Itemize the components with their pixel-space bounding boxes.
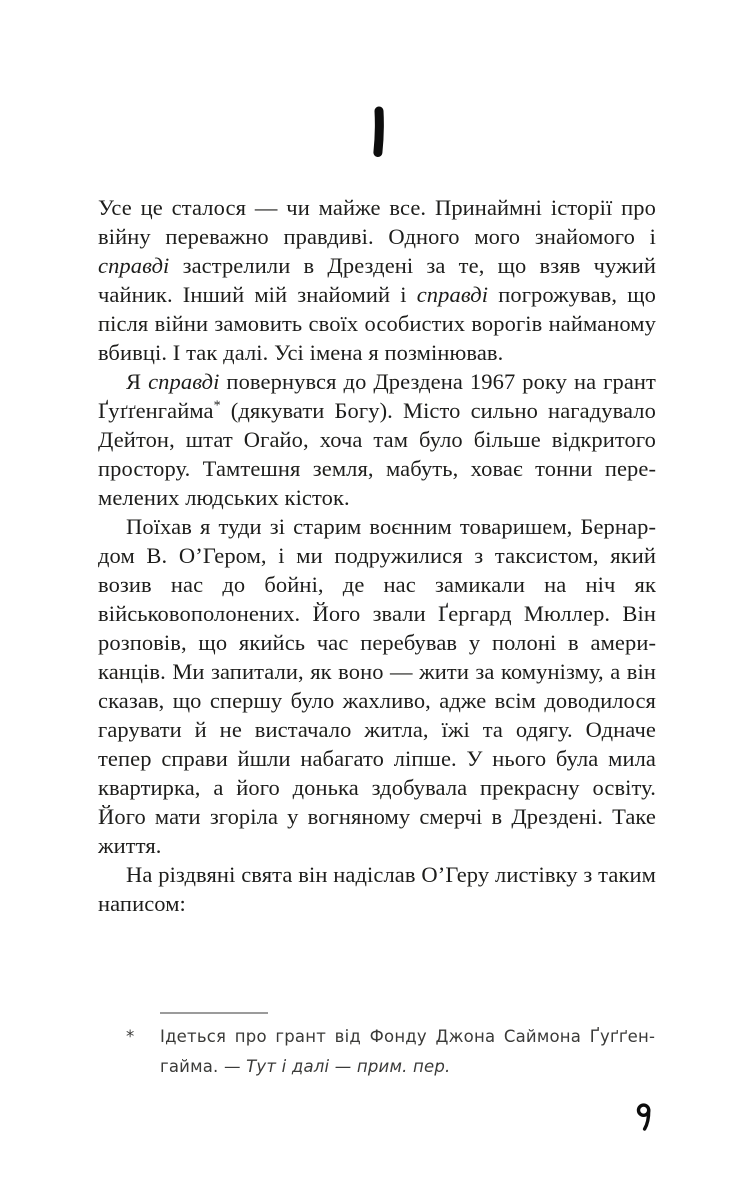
body-text: застрелили в Дрездені за те, що взяв чужий чайник. Інший мій знайомий і — [98, 253, 656, 307]
body-text: На різдвяні свята він надіслав О’Геру листівку з таким написом: — [98, 862, 656, 916]
paragraph — [98, 512, 656, 860]
emphasis-text: справді — [416, 282, 489, 307]
text-block — [98, 193, 656, 918]
body-text: Ідеться про грант від Фонду Джона Саймона Ґуґґенгайма. — — [160, 1027, 655, 1076]
footnote-reference-mark: * — [213, 398, 221, 414]
body-text: повернувся до Дрездена 1967 року на грант Ґуґґенгайма — [98, 369, 656, 423]
footnote-marker: * — [126, 1027, 135, 1046]
chapter-numeral-icon — [371, 106, 385, 158]
page-numeral-icon — [636, 1102, 654, 1132]
body-text: (дякувати Богу). Місто сильно нагадувало Дейтон, штат Огайо, хоча там було більше відкритого простору. Тамтешня земля, мабуть, ховає тонни перемелених людських кісток. — [98, 398, 656, 510]
page-number — [636, 1102, 654, 1132]
emphasis-text: справді — [98, 253, 170, 278]
body-text: погрожував, що після війни замовить своїх особистих ворогів найманому вбивці. І так далі. Усі імена я позмінював. — [98, 282, 656, 365]
body-text: Поїхав я туди зі старим воєнним товаришем, Бернардом В. О’Гером, і ми подружилися з таксистом, який возив нас до бойні, де нас замикали на ніч як військовополонених. Його звали Ґергард Мюллер. Він розповів, що якийсь час перебував у полоні в американців. Ми запитали, як воно — жити за комунізму, а він сказав, що спершу було жахливо, адже всім доводилося гарувати й не вистачало житла, їжі та одягу. Одначе тепер справи йшли набагато ліпше. У нього була мила квартирка, а його донька здобувала прекрасну освіту. Його мати згоріла у вогняному смерчі в Дрездені. Таке життя. — [98, 514, 656, 858]
emphasis-text: Тут і далі — прим. пер. — [246, 1057, 451, 1076]
paragraph — [98, 193, 656, 367]
paragraph — [98, 367, 656, 512]
paragraph — [98, 860, 656, 918]
footnote — [126, 1022, 655, 1082]
footnote-rule — [160, 1012, 268, 1014]
emphasis-text: справді — [148, 369, 220, 394]
body-text: Я — [126, 369, 149, 394]
chapter-heading — [0, 106, 756, 158]
footnote-text — [160, 1022, 655, 1082]
body-text: Усе це сталося — чи майже все. Принаймні історії про війну переважно правдиві. Одного мого знайомого і — [98, 195, 656, 249]
